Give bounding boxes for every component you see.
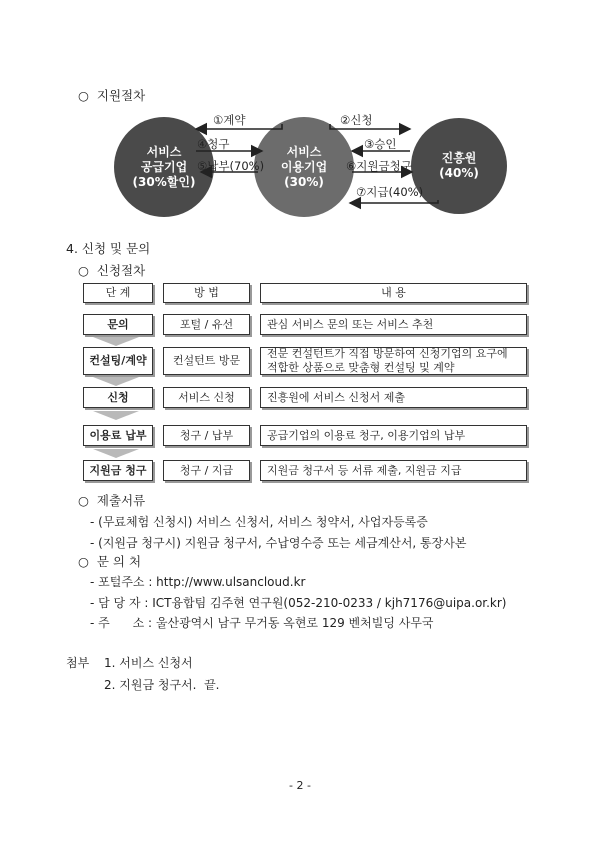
contact-address: - 주 소 : 울산광역시 남구 무거동 옥현로 129 벤처빌딩 사무국 (90, 616, 434, 630)
attachment-item: 1. 서비스 신청서 (104, 656, 193, 670)
document-item: - (무료체험 신청시) 서비스 신청서, 서비스 청약서, 사업자등록증 (90, 515, 428, 529)
contact-portal: - 포털주소 : http://www.ulsancloud.kr (90, 575, 306, 589)
contact-title: ○ 문 의 처 (78, 554, 142, 569)
grant-label: ⑦지급(40%) (356, 185, 424, 199)
method-fee: 청구 / 납부 (163, 425, 250, 446)
method-inquiry: 포털 / 유선 (163, 314, 250, 335)
approve-label: ③승인 (364, 137, 397, 151)
grant-arrow (350, 200, 438, 203)
stage-consulting: 컨설팅/계약 (83, 347, 153, 375)
step-down-arrow (89, 337, 143, 346)
content-grant: 지원금 청구서 등 서류 제출, 지원금 지급 (260, 460, 527, 481)
procedure-title: ○ 신청절차 (78, 263, 146, 278)
page-number: - 2 - (289, 779, 311, 792)
method-apply: 서비스 신청 (163, 387, 250, 408)
header-stage: 단 계 (83, 283, 153, 303)
agency-node: 진흥원 (40%) (411, 118, 507, 214)
document-item: - (지원금 청구시) 지원금 청구서, 수납영수증 또는 세금계산서, 통장사본 (90, 536, 467, 550)
content-consulting: 전문 컨설턴트가 직접 방문하여 신청기업의 요구에 적합한 상품으로 맞춤형 컨설팅 및 계약 (260, 347, 527, 375)
attachment-item: 2. 지원금 청구서. 끝. (104, 678, 220, 692)
apply-label: ②신청 (340, 113, 373, 127)
contact-person: - 담 당 자 : ICT융합팀 김주현 연구원(052-210-0233 / kjh7176@uipa.or.kr) (90, 596, 507, 610)
user-node: 서비스 이용기업 (30%) (254, 117, 354, 217)
section-4-heading: 4. 신청 및 문의 (66, 241, 151, 256)
support-procedure-title: ○ 지원절차 (78, 88, 146, 103)
step-down-arrow (89, 411, 143, 420)
flow-arrows (0, 0, 600, 240)
attachments-label: 첨부 (66, 656, 90, 670)
step-down-arrow (89, 377, 143, 386)
content-fee: 공급기업의 이용료 청구, 이용기업의 납부 (260, 425, 527, 446)
provider-node: 서비스 공급기업 (30%할인) (114, 117, 214, 217)
claim-label: ⑥지원금청구 (346, 159, 412, 173)
request-label: ④청구 (197, 137, 230, 151)
content-apply: 진흥원에 서비스 신청서 제출 (260, 387, 527, 408)
contract-label: ①계약 (213, 113, 246, 127)
content-inquiry: 관심 서비스 문의 또는 서비스 추천 (260, 314, 527, 335)
payment-label: ⑤납부(70%) (197, 159, 265, 173)
documents-title: ○ 제출서류 (78, 493, 146, 508)
stage-fee: 이용료 납부 (83, 425, 153, 446)
header-method: 방 법 (163, 283, 250, 303)
method-consulting: 컨설턴트 방문 (163, 347, 250, 375)
step-down-arrow (89, 449, 143, 458)
method-grant: 청구 / 지급 (163, 460, 250, 481)
stage-apply: 신청 (83, 387, 153, 408)
stage-grant: 지원금 청구 (83, 460, 153, 481)
stage-inquiry: 문의 (83, 314, 153, 335)
header-content: 내 용 (260, 283, 527, 303)
